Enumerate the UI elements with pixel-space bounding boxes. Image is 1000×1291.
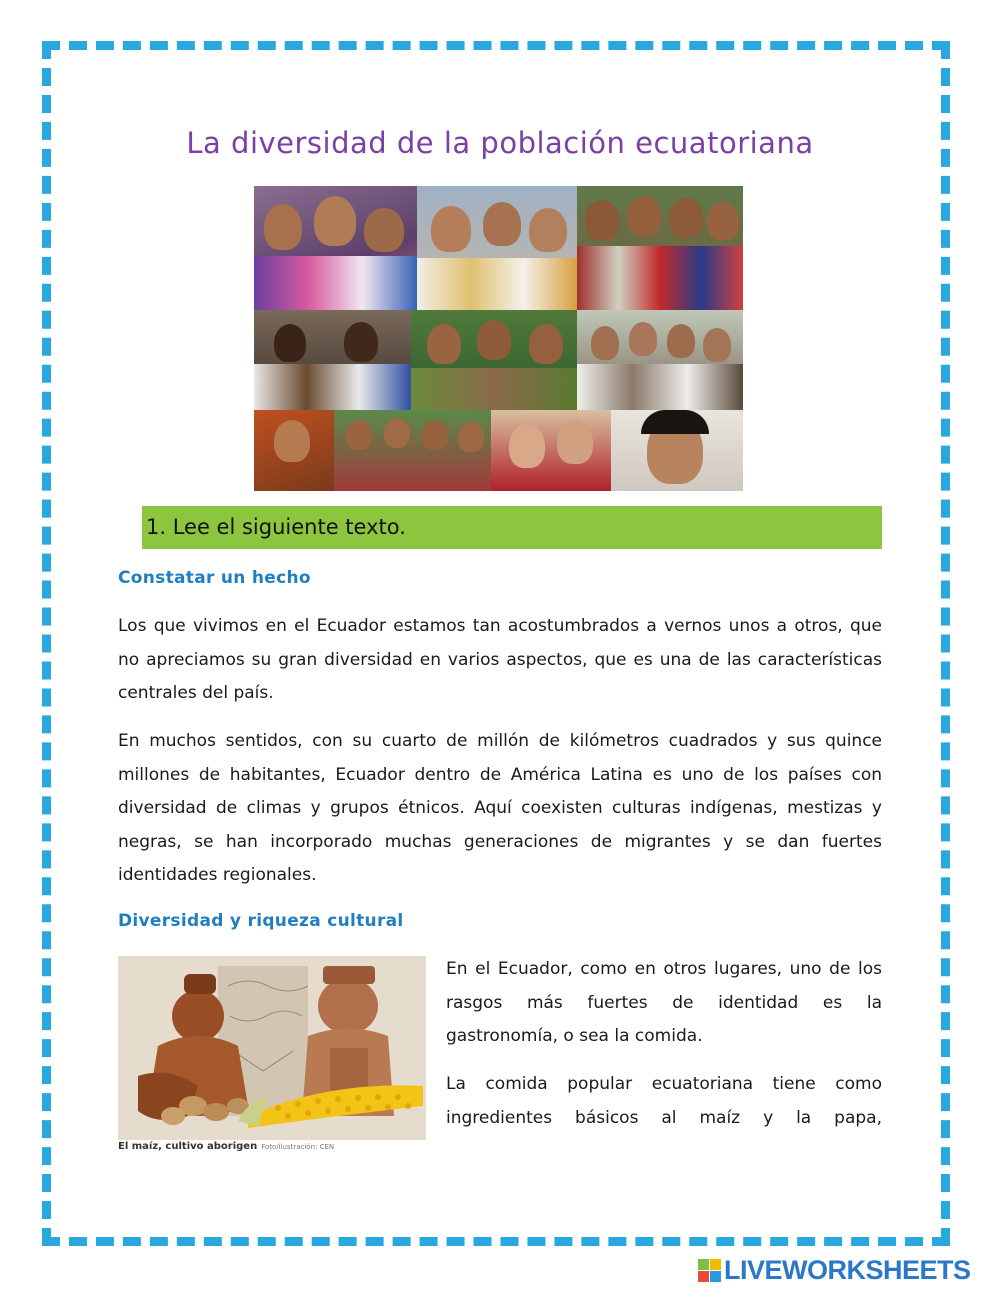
- photo-caption: [118, 1141, 334, 1152]
- paragraph-3: En el Ecuador, como en otros lugares, uno de los rasgos más fuertes de identidad es la gastronomía, o sea la comida.: [446, 959, 882, 1046]
- section-heading-constatar: Constatar un hecho: [118, 568, 311, 588]
- section-heading-diversidad: Diversidad y riqueza cultural: [118, 911, 404, 931]
- caption-text: El maíz, cultivo aborigen: [118, 1141, 258, 1152]
- page-title: La diversidad de la población ecuatoriana: [186, 126, 814, 160]
- maize-culture-image: [118, 956, 426, 1140]
- liveworksheets-wordmark: LIVEWORKSHEETS: [724, 1255, 971, 1285]
- paragraph-2: En muchos sentidos, con su cuarto de millón de kilómetros cuadrados y sus quince millones de habitantes, Ecuador dentro de América Latina es uno de los países con diversidad de climas y grupos étnicos. Aquí coexisten culturas indígenas, mestizas y negras, se han incorporado muchas generaciones de migrantes y se dan fuertes identidades regionales.: [118, 731, 882, 885]
- photo-credit: Foto/ilustración: CEN: [261, 1143, 335, 1151]
- liveworksheets-logo: [698, 1255, 971, 1286]
- paragraph-4: La comida popular ecuatoriana tiene como ingredientes básicos al maíz y la papa,: [446, 1074, 882, 1128]
- population-collage-image: [254, 186, 743, 491]
- liveworksheets-badge-icon: [698, 1259, 721, 1282]
- paragraph-1: Los que vivimos en el Ecuador estamos tan acostumbrados a vernos unos a otros, que no apreciamos su gran diversidad en varios aspectos, que es una de las características centrales del país.: [118, 616, 882, 703]
- instruction-banner: 1. Lee el siguiente texto.: [142, 506, 882, 549]
